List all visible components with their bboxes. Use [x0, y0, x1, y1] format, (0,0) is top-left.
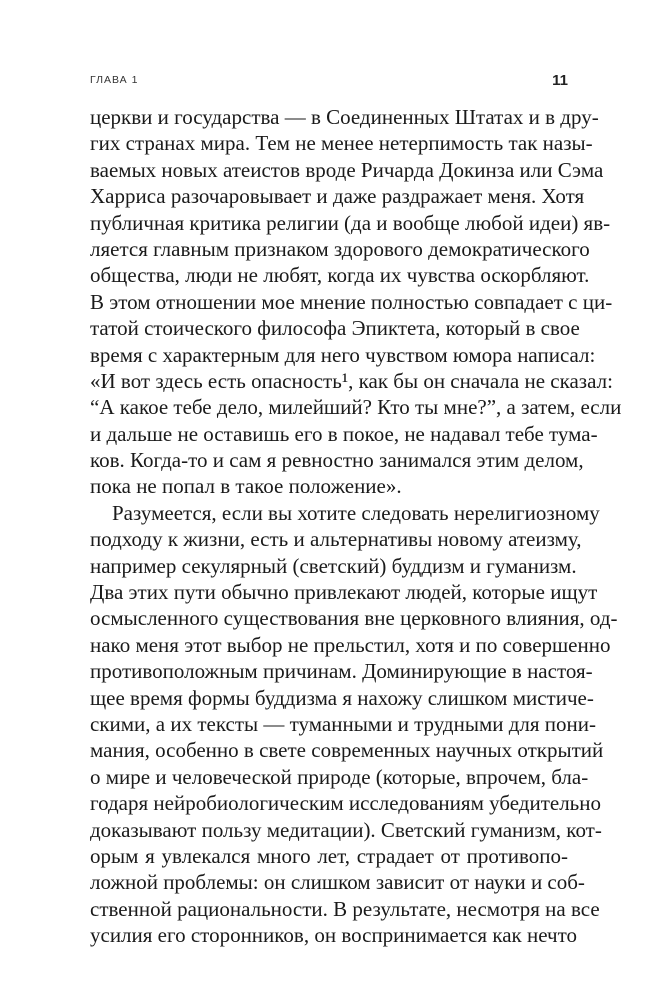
text-line: и дальше не оставишь его в покое, не надавал тебе тума-	[90, 421, 598, 446]
text-line: время с характерным для него чувством юмора написал:	[90, 342, 596, 367]
text-line: В этом отношении мое мнение полностью совпадает с ци-	[90, 289, 613, 314]
text-line: о мире и человеческой природе (которые, впрочем, бла-	[90, 764, 589, 789]
text-line: нако меня этот выбор не прельстил, хотя и по совершенно	[90, 632, 611, 657]
text-line: Харриса разочаровывает и даже раздражает меня. Хотя	[90, 184, 585, 209]
text-line: мания, особенно в свете современных научных открытий	[90, 738, 604, 763]
text-line: скими, а их тексты — туманными и трудными для пони-	[90, 711, 596, 736]
body-text	[90, 104, 622, 949]
text-line: церкви и государства — в Соединенных Штатах и в дру-	[90, 105, 599, 129]
text-line: подходу к жизни, есть и альтернативы новому атеизму,	[90, 527, 582, 552]
running-header	[90, 72, 568, 92]
chapter-label: ГЛАВА 1	[90, 74, 139, 86]
text-line: противоположным причинам. Доминирующие в настоя-	[90, 659, 593, 684]
text-line: осмысленного существования вне церковного влияния, од-	[90, 606, 618, 631]
text-line: усилия его сторонников, он воспринимается как нечто	[90, 923, 577, 948]
text-line: Два этих пути обычно привлекают людей, которые ищут	[90, 580, 598, 605]
text-line: “А какое тебе дело, милейший? Кто ты мне?”, а затем, если	[90, 395, 622, 420]
paragraph-first-line: Разумеется, если вы хотите следовать нерелигиозному	[112, 500, 600, 525]
text-line: годаря нейробиологическим исследованиям убедительно	[90, 791, 601, 816]
text-line: например секулярный (светский) буддизм и гуманизм.	[90, 553, 577, 578]
text-line: щее время формы буддизма я нахожу слишком мистиче-	[90, 685, 594, 710]
text-line: гих странах мира. Тем не менее нетерпимость так назы-	[90, 131, 593, 156]
text-line: «И вот здесь есть опасность¹, как бы он сначала не сказал:	[90, 368, 613, 393]
text-line: доказывают пользу медитации). Светский гуманизм, кот-	[90, 817, 602, 842]
text-line: ственной рациональности. В результате, несмотря на все	[90, 896, 600, 921]
paragraph-last-line: пока не попал в такое положение».	[90, 474, 402, 499]
text-line: общества, люди не любят, когда их чувства оскорбляют.	[90, 263, 590, 288]
text-line: ляется главным признаком здорового демократического	[90, 236, 590, 261]
text-line: ков. Когда-то и сам я ревностно занимался этим делом,	[90, 448, 584, 473]
text-line: ваемых новых атеистов вроде Ричарда Докинза или Сэма	[90, 157, 604, 182]
text-line: публичная критика религии (да и вообще любой идеи) яв-	[90, 210, 611, 235]
text-line: орым я увлекался много лет, страдает от противопо-	[90, 843, 568, 868]
page-number: 11	[552, 72, 568, 89]
text-line: ложной проблемы: он слишком зависит от науки и соб-	[90, 870, 585, 895]
text-line: татой стоического философа Эпиктета, который в свое	[90, 316, 580, 341]
